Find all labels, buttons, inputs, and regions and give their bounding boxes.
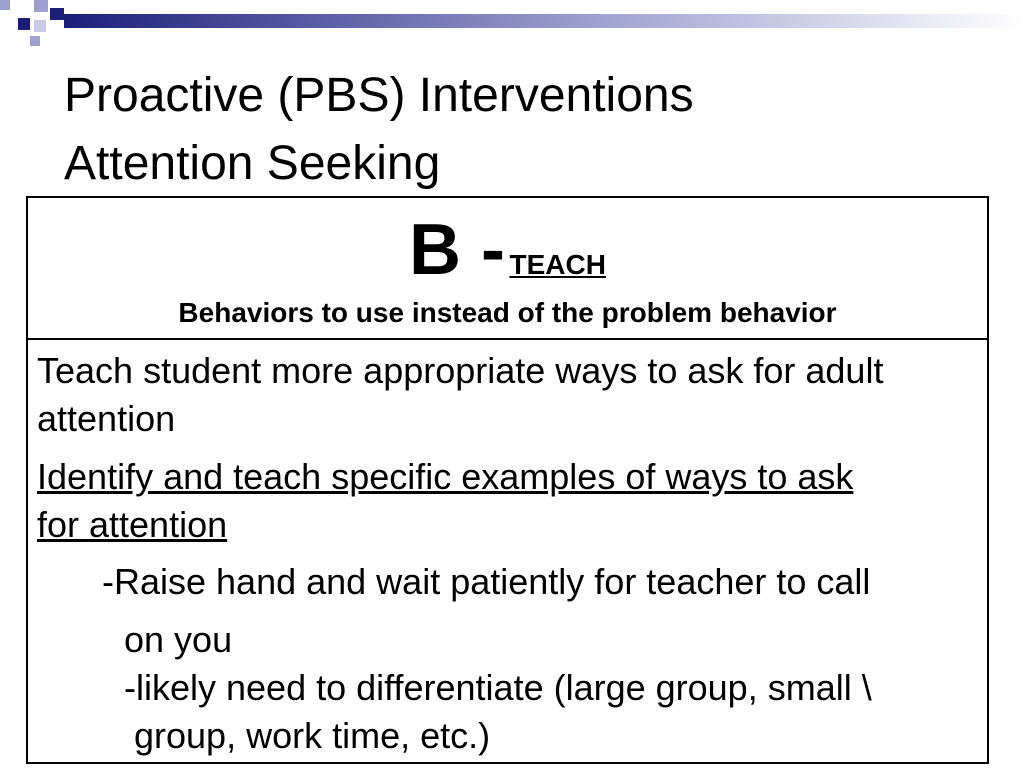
body-line: Identify and teach specific examples of ways to ask (37, 456, 854, 497)
slide-title-line-1: Proactive (PBS) Interventions (64, 69, 694, 122)
corner-square-decoration (34, 20, 46, 32)
slide-title-line-2: Attention Seeking (64, 137, 441, 190)
teach-box (26, 196, 989, 764)
body-line: -likely need to differentiate (large group, small \ (124, 667, 872, 708)
body-line: on you (124, 619, 233, 660)
body-line: for attention (37, 504, 228, 545)
corner-square-decoration (0, 0, 10, 10)
corner-square-decoration (18, 18, 30, 30)
teach-box-heading (28, 202, 987, 298)
corner-square-decoration (50, 8, 64, 20)
header-gradient-bar (64, 14, 1024, 28)
heading-letter: B - (409, 210, 506, 290)
heading-word: TEACH (509, 249, 606, 280)
teach-box-header (28, 198, 987, 340)
teach-box-subtitle: Behaviors to use instead of the problem behavior (178, 297, 837, 328)
body-line: Teach student more appropriate ways to ask for adult (37, 350, 884, 391)
body-line: attention (37, 398, 176, 439)
body-line: group, work time, etc.) (134, 715, 491, 756)
corner-square-decoration (30, 36, 40, 46)
corner-square-decoration (34, 0, 48, 12)
body-line: -Raise hand and wait patiently for teacher to call (102, 561, 871, 602)
